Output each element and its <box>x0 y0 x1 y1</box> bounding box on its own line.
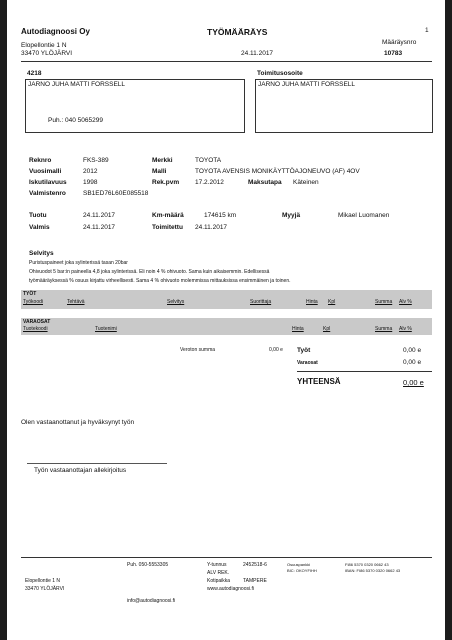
footer-iban: IBAN: FI86 5370 0320 0662 43 <box>345 568 401 573</box>
footer-street: Elopellontie 1 N <box>25 578 61 584</box>
work-order-page <box>7 0 445 640</box>
totals-divider <box>297 371 432 372</box>
customer-phone: Puh.: 040 5065299 <box>48 117 103 124</box>
header-divider <box>21 61 432 62</box>
selvitys-line: Ohivuodot 5 bar:in paineella 4,8 joka sylinterissä. Eli noin 4 % ohivuoto. Sama kuin aikaisemmin. Edellisessä <box>29 269 270 275</box>
page-number: 1 <box>425 27 429 34</box>
customer-box <box>25 79 245 133</box>
company-street: Elopellontie 1 N <box>21 42 67 49</box>
tyot-col-header: Alv % <box>399 299 412 305</box>
tyot-table-title: TYÖT <box>23 291 37 297</box>
km-label: Km-määrä <box>152 212 184 219</box>
signature-line <box>27 463 167 464</box>
company-postal: 33470 YLÖJÄRVI <box>21 50 73 57</box>
reknro-value: FKS-389 <box>83 157 109 164</box>
varaosat-col-header: Alv % <box>399 326 412 332</box>
veroton-value: 0,00 e <box>269 347 283 353</box>
delivery-name: JARNO JUHA MATTI FORSSELL <box>258 81 356 88</box>
km-value: 174615 km <box>204 212 237 219</box>
footer-alv: ALV REK. <box>207 570 230 576</box>
footer-fi-line: FI86 5370 0320 0662 43 <box>345 562 389 567</box>
varaosat-col-header: Kpl <box>323 326 331 332</box>
footer-bank-label: Osuuspankki <box>287 562 311 567</box>
footer-postal: 33470 YLÖJÄRVI <box>25 586 65 592</box>
order-number: 10783 <box>384 50 403 57</box>
tyot-col-header: Suorittaja <box>250 299 272 305</box>
merkki-value: TOYOTA <box>195 157 222 164</box>
yhteensa-value: 0,00 e <box>403 378 424 387</box>
customer-name: JARNO JUHA MATTI FORSSELL <box>28 81 126 88</box>
footer-kotipaikka-label: Kotipaikka <box>207 578 231 584</box>
varaosat-total-label: Varaosat <box>297 360 318 366</box>
footer-ytunnus-label: Y-tunnus <box>207 562 227 568</box>
rekpvm-value: 17.2.2012 <box>195 179 224 186</box>
acceptance-text: Olen vastaanottanut ja hyväksynyt työn <box>21 419 135 426</box>
tyot-col-header: Tehtävä <box>67 299 85 305</box>
tyot-col-header: Summa <box>375 299 393 305</box>
company-name: Autodiagnoosi Oy <box>21 27 90 36</box>
footer-divider <box>21 557 432 558</box>
footer-email: info@autodiagnoosi.fi <box>127 598 176 604</box>
myyja-value: Mikael Luomanen <box>338 212 390 219</box>
order-number-label: Määräysnro <box>382 39 417 46</box>
iskutilavuus-value: 1998 <box>83 179 98 186</box>
varaosat-col-header: Tuotekoodi <box>23 326 48 332</box>
tyot-col-header: Hinta <box>306 299 318 305</box>
maksutapa-label: Maksutapa <box>248 179 282 186</box>
vuosimalli-label: Vuosimalli <box>29 168 62 175</box>
vuosimalli-value: 2012 <box>83 168 98 175</box>
order-date: 24.11.2017 <box>241 50 274 57</box>
valmistenro-value: SB1ED76L60E085518 <box>83 190 149 197</box>
myyja-label: Myyjä <box>282 212 301 219</box>
delivery-box <box>255 79 433 133</box>
varaosat-col-header: Summa <box>375 326 393 332</box>
varaosat-col-header: Tuotenimi <box>95 326 117 332</box>
toimitettu-label: Toimitettu <box>152 224 183 231</box>
signature-label: Työn vastaanottajan allekirjoitus <box>34 467 127 474</box>
merkki-label: Merkki <box>152 157 173 164</box>
footer-web: www.autodiagnoosi.fi <box>207 586 254 592</box>
yhteensa-label: YHTEENSÄ <box>297 377 341 386</box>
malli-label: Malli <box>152 168 167 175</box>
tuotu-value: 24.11.2017 <box>83 212 116 219</box>
varaosat-total-value: 0,00 e <box>403 359 422 366</box>
varaosat-table-title: VARAOSAT <box>23 319 51 325</box>
valmis-value: 24.11.2017 <box>83 224 116 231</box>
selvitys-line: Puristuspaineet joka sylinterissä tasan 20bar <box>29 260 128 266</box>
varaosat-table-header <box>21 318 432 335</box>
footer-kotipaikka: TAMPERE <box>243 578 267 584</box>
maksutapa-value: Käteinen <box>293 179 319 186</box>
reknro-label: Reknro <box>29 157 52 164</box>
delivery-address-label: Toimitusosoite <box>257 70 303 77</box>
toimitettu-value: 24.11.2017 <box>195 224 228 231</box>
malli-value: TOYOTA AVENSIS MONIKÄYTTÖAJONEUVO (AF) 4OV <box>195 168 360 175</box>
tyot-col-header: Työkoodi <box>23 299 44 305</box>
valmis-label: Valmis <box>29 224 50 231</box>
selvitys-title: Selvitys <box>29 250 54 257</box>
valmistenro-label: Valmistenro <box>29 190 66 197</box>
footer-ytunnus: 2452518-6 <box>243 562 267 568</box>
tyot-total-label: Työt <box>297 347 311 354</box>
footer-phone: Puh. 050-5553305 <box>127 562 169 568</box>
footer-bic: BIC: OKOYFIHH <box>287 568 317 573</box>
document-title: TYÖMÄÄRÄYS <box>207 27 268 37</box>
varaosat-col-header: Hinta <box>292 326 304 332</box>
veroton-label: Veroton summa <box>180 347 216 353</box>
customer-number: 4218 <box>27 70 42 77</box>
tyot-total-value: 0,00 e <box>403 347 422 354</box>
tuotu-label: Tuotu <box>29 212 47 219</box>
tyot-col-header: Selvitys <box>167 299 185 305</box>
rekpvm-label: Rek.pvm <box>152 179 180 186</box>
selvitys-line: työmääräyksessä % osuus kirjattu virheellisesti. Sama 4 % ohivuoto molemmissa mittauksissa ensimmäinen ja toinen. <box>29 278 291 284</box>
tyot-col-header: Kpl <box>328 299 336 305</box>
iskutilavuus-label: Iskutilavuus <box>29 179 67 186</box>
